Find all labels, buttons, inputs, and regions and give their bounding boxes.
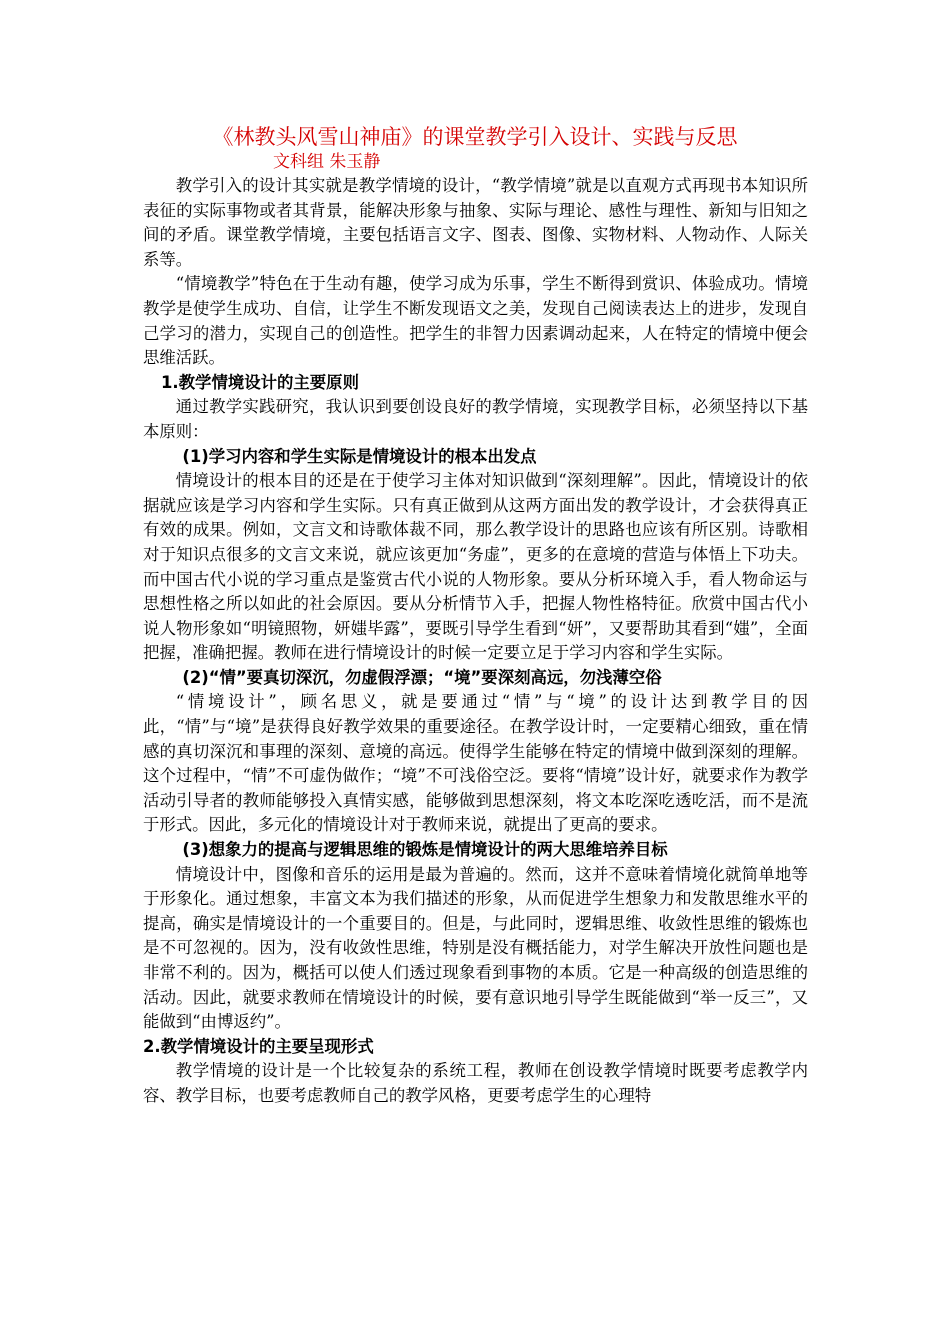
section-heading: 1.教学情境设计的主要原则 (161, 372, 359, 392)
paragraph: “情境教学”特色在于生动有趣，使学习成为乐事，学生不断得到赏识、体验成功。情境教学是使学生成功、自信，让学生不断发现语文之美，发现自己阅读表达上的进步，发现自己学习的潜力，实现自己的创造性。把学生的非智力因素调动起来，人在特定的情境中便会思维活跃。 (143, 274, 808, 368)
subsection-heading: (2)“情”要真切深沉，勿虚假浮漂；“境”要深刻高远，勿浅薄空俗 (182, 667, 662, 687)
document-title: 《林教头风雪山神庙》的课堂教学引入设计、实践与反思 (212, 125, 738, 149)
paragraph: 情境设计的根本目的还是在于使学习主体对知识做到“深刻理解”。因此，情境设计的依据就应该是学习内容和学生实际。只有真正做到从这两方面出发的教学设计，才会获得真正有效的成果。例如，文言文和诗歌体裁不同，那么教学设计的思路也应该有所区别。诗歌相对于知识点很多的文言文来说，就应该更加“务虚”，更多的在意境的营造与体悟上下功夫。而中国古代小说的学习重点是鉴赏古代小说的人物形象。要从分析环境入手，看人物命运与思想性格之所以如此的社会原因。要从分析情节入手，把握人物性格特征。欣赏中国古代小说人物形象如“明镜照物，妍媸毕露”，要既引导学生看到“妍”，又要帮助其看到“媸”，全面把握，准确把握。教师在进行情境设计的时候一定要立足于学习内容和学生实际。 (143, 471, 808, 663)
paragraph: 教学引入的设计其实就是教学情境的设计，“教学情境”就是以直观方式再现书本知识所表征的实际事物或者其背景，能解决形象与抽象、实际与理论、感性与理性、新知与旧知之间的矛盾。课堂教学情境，主要包括语言文字、图表、图像、实物材料、人物动作、人际关系等。 (143, 176, 808, 269)
paragraph: 通过教学实践研究，我认识到要创设良好的教学情境，实现教学目标，必须坚持以下基本原则： (143, 397, 808, 441)
section-heading: 2.教学情境设计的主要呈现形式 (143, 1036, 374, 1056)
paragraph: 情境设计中，图像和音乐的运用是最为普遍的。然而，这并不意味着情境化就简单地等于形象化。通过想象，丰富文本为我们描述的形象，从而促进学生想象力和发散思维水平的提高，确实是情境设计的一个重要目的。但是，与此同时，逻辑思维、收敛性思维的锻炼也是不可忽视的。因为，没有收敛性思维，特别是没有概括能力，对学生解决开放性问题也是非常不利的。因为，概括可以使人们透过现象看到事物的本质。它是一种高级的创造思维的活动。因此，就要求教师在情境设计的时候，要有意识地引导学生既能做到“举一反三”，又能做到“由博返约”。 (143, 864, 808, 1032)
paragraph: “情境设计”，顾名思义，就是要通过“情”与“境”的设计达到教学目的因此，“情”与“境”是获得良好教学效果的重要途径。在教学设计时，一定要精心细致，重在情感的真切深沉和事理的深刻、意境的高远。使得学生能够在特定的情境中做到深刻的理解。这个过程中，“情”不可虚伪做作；“境”不可浅俗空泛。要将“情境”设计好，就要求作为教学活动引导者的教师能够投入真情实感，能够做到思想深刻，将文本吃深吃透吃活，而不是流于形式。因此，多元化的情境设计对于教师来说，就提出了更高的要求。 (143, 692, 808, 835)
paragraph: 教学情境的设计是一个比较复杂的系统工程，教师在创设教学情境时既要考虑教学内容、教学目标，也要考虑教师自己的教学风格，更要考虑学生的心理特 (143, 1061, 808, 1105)
document-body (143, 174, 808, 1109)
subsection-heading: (1)学习内容和学生实际是情境设计的根本出发点 (182, 446, 537, 466)
author-line: 文科组 朱玉静 (273, 152, 381, 172)
subsection-heading: (3)想象力的提高与逻辑思维的锻炼是情境设计的两大思维培养目标 (182, 840, 668, 860)
